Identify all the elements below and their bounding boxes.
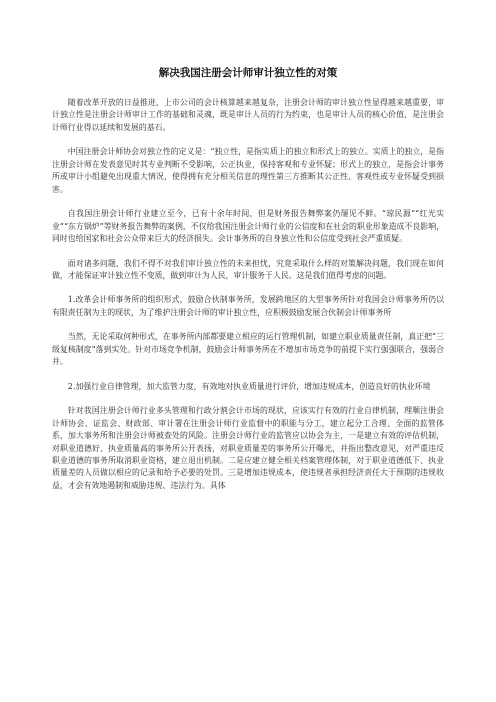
- paragraph-cases: 自我国注册会计师行业建立至今，已有十余年时间，但是财务报告舞弊案仍屡见不鲜。“琼民源”“红光实业”“东方锅炉”等财务报告舞弊的案例，不仅给我国注册会计师行业的公信度和在社会的职业形象造成不良影响，同时也给国家和社会公众带来巨大的经济损失。会计事务所的自身独立性和公信度受到社会严重质疑。: [52, 209, 444, 244]
- paragraph-question: 面对诸多问题，我们不得不对我们审计独立性的未来担忧，究竟采取什么样的对策解决问题，我们现在如何做，才能保证审计独立性不变质，做到审计为人民，审计服务于人民。这是我们值得考虑的问题。: [52, 258, 444, 280]
- paragraph-measure-2-detail: 针对我国注册会计师行业多头管理和行政分割会计市场的现状，应该实行有效的行业自律机制，理顺注册会计师协会、证监会、财政部、审计署在注册会计师行业监督中的职能与分工，建立起分工合理、全面的监管体系，加大事务所和注册会计师被查处的风险。注册会计师行业的监管应以协会为主，一是建立有效的评估机制，对职业道德好、执业质量高的事务所公开表扬，对职业质量差的事务所公开曝光，并指出整改意见，对严重违反职业道德的事务所取消职业资格，建立退出机制。二是应建立健全相关档案管理体制，对于职业道德低下、执业质量差的人员做以相应的记录和给予必要的处罚。三是增加违规成本，使违规者承担经济责任大于预期的违规收益，才会有效地遏制和威胁违规、违法行为。具体: [52, 406, 444, 490]
- paragraph-measure-1-detail: 当然，无论采取何种形式，在事务所内部都要建立相应的运行管理机制，如建立职业质量责任制，真正把“三级复核制度”落到实处。针对市场竞争机制，鼓励会计师事务所在不增加市场竞争的前提下实行强强联合，强弱合并。: [52, 332, 444, 367]
- document-title: 解决我国注册会计师审计独立性的对策: [158, 67, 338, 79]
- paragraph-measure-2: 2.加强行业自律管理，加大监管力度，有效地对执业质量进行评价，增加违规成本，创造良好的执业环境: [67, 381, 431, 391]
- paragraph-intro: 随着改革开放的日益推进，上市公司的会计核算越来越复杂，注册会计师的审计独立性显得越来越重要，审计独立性是注册会计师审计工作的基础和灵魂，既是审计人员的行为约束，也是审计人员的核心价值，是注册会计师行业得以延续和发展的基石。: [52, 98, 444, 132]
- paragraph-definition: 中国注册会计师协会对独立性的定义是：“独立性，是指实质上的独立和形式上的独立。实质上的独立，是指注册会计师在发表意见时其专业判断不受影响，公正执业，保持客观和专业怀疑；形式上的独立，是指会计事务所或审计小组避免出现重大情况，使得拥有充分相关信息的理性第三方推断其公正性、客观性或专业怀疑受到损害。: [52, 147, 444, 194]
- paragraph-measure-1: 1.改革会计师事务所的组织形式，鼓励合伙制事务所，发展跨地区的大型事务所针对我国会计师事务所仍以有限责任制为主的现状，为了维护注册会计师的审计独立性，应积极鼓励发展合伙制会计师事务所: [52, 295, 444, 317]
